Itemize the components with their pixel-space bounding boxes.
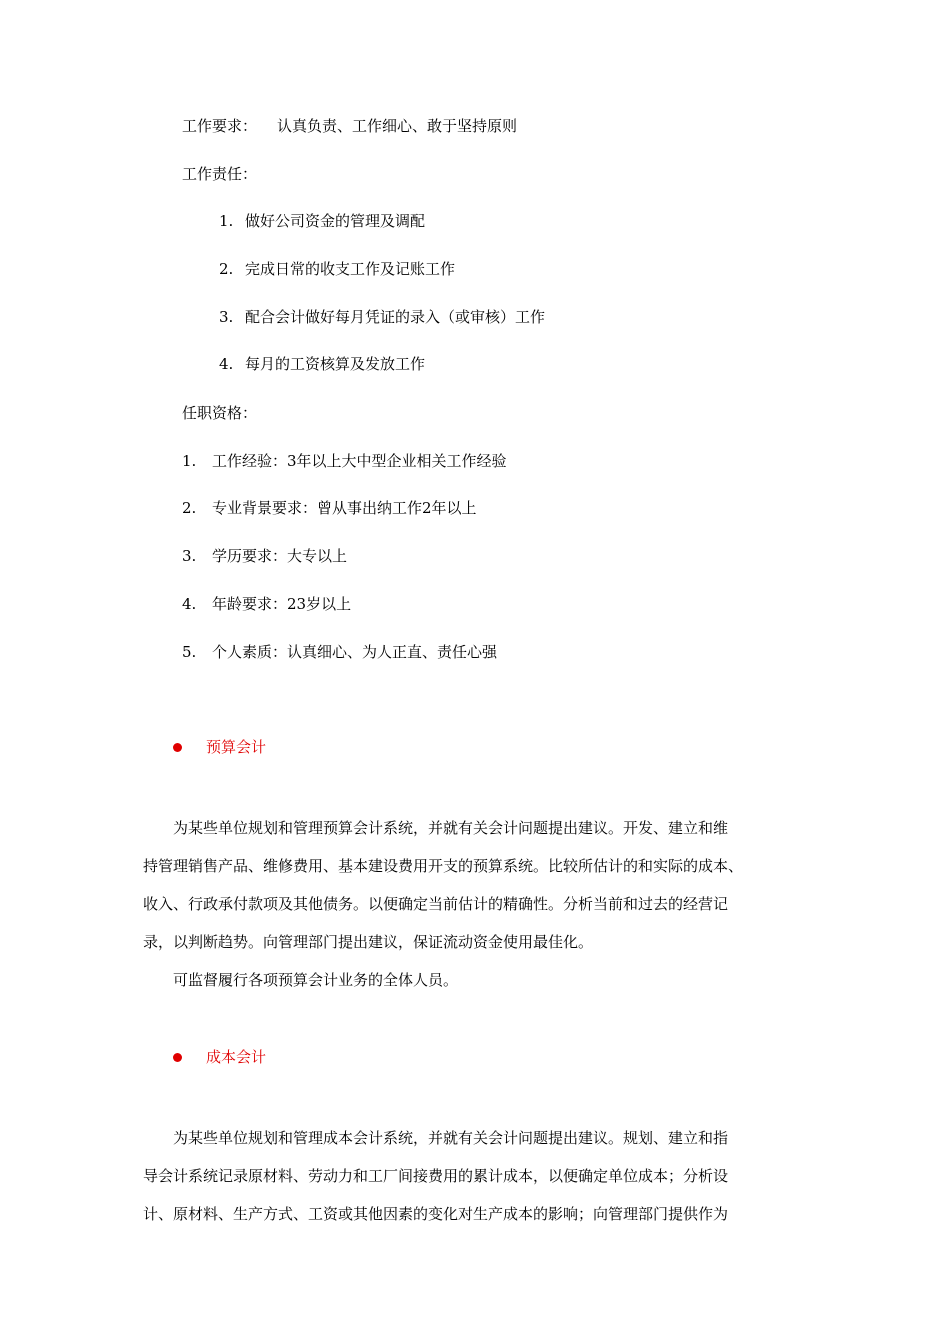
paragraph-line: 收入、行政承付款项及其他债务。以便确定当前估计的精确性。分析当前和过去的经营记 — [143, 895, 729, 913]
job-requirements-row — [182, 116, 517, 136]
section-heading-budget: 预算会计 — [206, 738, 267, 756]
item-text: 年龄要求：23岁以上 — [212, 595, 352, 613]
paragraph-line: 为某些单位规划和管理预算会计系统，并就有关会计问题提出建议。开发、建立和维 — [143, 819, 729, 837]
responsibility-item — [219, 259, 455, 279]
item-number: 1. — [182, 452, 197, 470]
item-number: 5. — [182, 643, 197, 661]
responsibilities-label: 工作责任： — [182, 165, 258, 183]
item-text: 完成日常的收支工作及记账工作 — [245, 260, 456, 278]
red-bullet-icon — [173, 743, 182, 752]
item-text: 个人素质：认真细心、为人正直、责任心强 — [212, 643, 498, 661]
qualification-item — [182, 546, 347, 566]
item-text: 工作经验：3年以上大中型企业相关工作经验 — [212, 452, 507, 470]
qualification-item — [182, 498, 477, 518]
item-number: 1. — [219, 212, 234, 230]
paragraph-line: 计、原材料、生产方式、工资或其他因素的变化对生产成本的影响；向管理部门提供作为 — [143, 1205, 729, 1223]
responsibility-item — [219, 307, 545, 327]
item-text: 做好公司资金的管理及调配 — [245, 212, 426, 230]
item-text: 学历要求：大专以上 — [212, 547, 348, 565]
qualification-item — [182, 451, 507, 471]
job-requirements-value: 认真负责、工作细心、敢于坚持原则 — [277, 117, 518, 135]
paragraph-line: 可监督履行各项预算会计业务的全体人员。 — [143, 971, 459, 989]
item-text: 配合会计做好每月凭证的录入（或审核）工作 — [245, 308, 546, 326]
item-text: 每月的工资核算及发放工作 — [245, 355, 426, 373]
item-number: 2. — [182, 499, 197, 517]
paragraph-line: 导会计系统记录原材料、劳动力和工厂间接费用的累计成本，以便确定单位成本；分析设 — [143, 1167, 729, 1185]
paragraph-line: 为某些单位规划和管理成本会计系统，并就有关会计问题提出建议。规划、建立和指 — [143, 1129, 729, 1147]
item-number: 4. — [182, 595, 197, 613]
job-requirements-label: 工作要求： — [182, 117, 258, 135]
item-number: 3. — [182, 547, 197, 565]
item-number: 2. — [219, 260, 234, 278]
responsibility-item — [219, 211, 425, 231]
item-text: 专业背景要求：曾从事出纳工作2年以上 — [212, 499, 477, 517]
budget-accounting-paragraph — [143, 809, 823, 999]
red-bullet-icon — [173, 1053, 182, 1062]
item-number: 4. — [219, 355, 234, 373]
paragraph-line: 持管理销售产品、维修费用、基本建设费用开支的预算系统。比较所估计的和实际的成本、 — [143, 857, 744, 875]
responsibility-item — [219, 354, 425, 374]
item-number: 3. — [219, 308, 234, 326]
section-heading-cost: 成本会计 — [206, 1048, 267, 1066]
cost-accounting-paragraph — [143, 1119, 823, 1233]
qualifications-label: 任职资格： — [182, 404, 258, 422]
qualification-item — [182, 642, 497, 662]
paragraph-line: 录，以判断趋势。向管理部门提出建议，保证流动资金使用最佳化。 — [143, 933, 594, 951]
qualification-item — [182, 594, 351, 614]
